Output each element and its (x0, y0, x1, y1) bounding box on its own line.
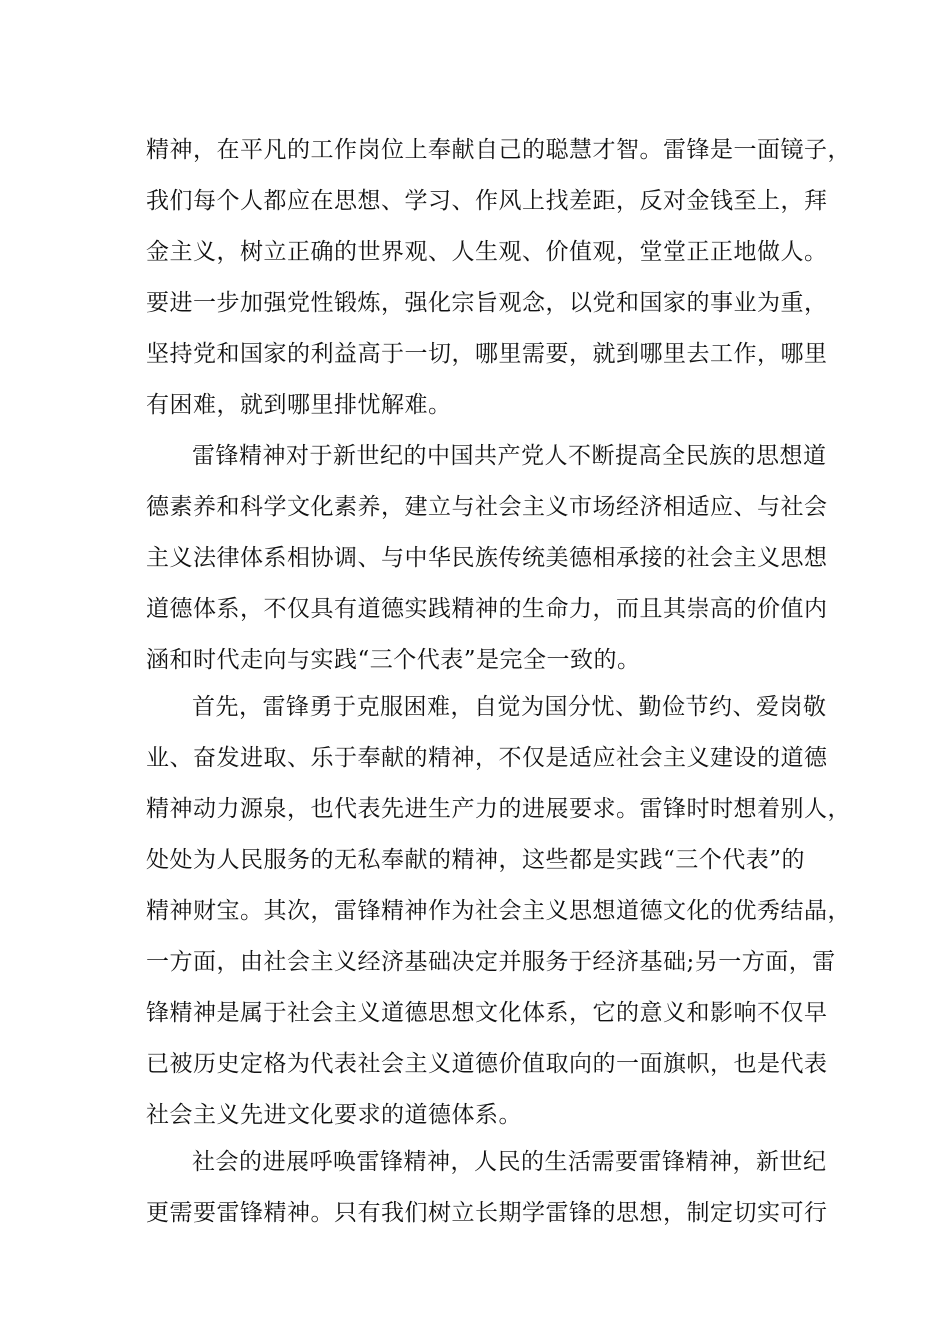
text-line: 要进一步加强党性锻炼，强化宗旨观念，以党和国家的事业为重， (146, 290, 828, 316)
text-line: 一方面，由社会主义经济基础决定并服务于经济基础;另一方面，雷 (146, 949, 836, 975)
text-line: 有困难，就到哪里排忧解难。 (146, 392, 452, 418)
text-line: 处处为人民服务的无私奉献的精神，这些都是实践“三个代表”的 (146, 847, 806, 873)
text-line: 我们每个人都应在思想、学习、作风上找差距，反对金钱至上，拜 (146, 188, 828, 214)
text-line: 道德体系，不仅具有道德实践精神的生命力，而且其崇高的价值内 (146, 596, 828, 622)
text-line: 涵和时代走向与实践“三个代表”是完全一致的。 (146, 647, 641, 673)
text-line: 主义法律体系相协调、与中华民族传统美德相承接的社会主义思想 (146, 545, 828, 571)
text-line: 业、奋发进取、乐于奉献的精神，不仅是适应社会主义建设的道德 (146, 745, 828, 771)
text-line: 金主义，树立正确的世界观、人生观、价值观，堂堂正正地做人。 (146, 239, 828, 265)
text-line: 锋精神是属于社会主义道德思想文化体系，它的意义和影响不仅早 (146, 1000, 828, 1026)
paragraph-first-line: 雷锋精神对于新世纪的中国共产党人不断提高全民族的思想道 (192, 443, 827, 469)
text-line: 德素养和科学文化素养，建立与社会主义市场经济相适应、与社会 (146, 494, 828, 520)
paragraph-first-line: 首先，雷锋勇于克服困难，自觉为国分忧、勤俭节约、爱岗敬 (192, 694, 827, 720)
text-line: 精神财宝。其次，雷锋精神作为社会主义思想道德文化的优秀结晶， (146, 898, 851, 924)
text-line: 社会主义先进文化要求的道德体系。 (146, 1102, 522, 1128)
text-line: 更需要雷锋精神。只有我们树立长期学雷锋的思想，制定切实可行 (146, 1200, 828, 1226)
text-line: 精神，在平凡的工作岗位上奉献自己的聪慧才智。雷锋是一面镜子， (146, 137, 851, 163)
text-line: 精神动力源泉，也代表先进生产力的进展要求。雷锋时时想着别人， (146, 796, 851, 822)
text-line: 已被历史定格为代表社会主义道德价值取向的一面旗帜，也是代表 (146, 1051, 828, 1077)
text-line: 坚持党和国家的利益高于一切，哪里需要，就到哪里去工作，哪里 (146, 341, 828, 367)
paragraph-first-line: 社会的进展呼唤雷锋精神，人民的生活需要雷锋精神，新世纪 (192, 1149, 827, 1175)
